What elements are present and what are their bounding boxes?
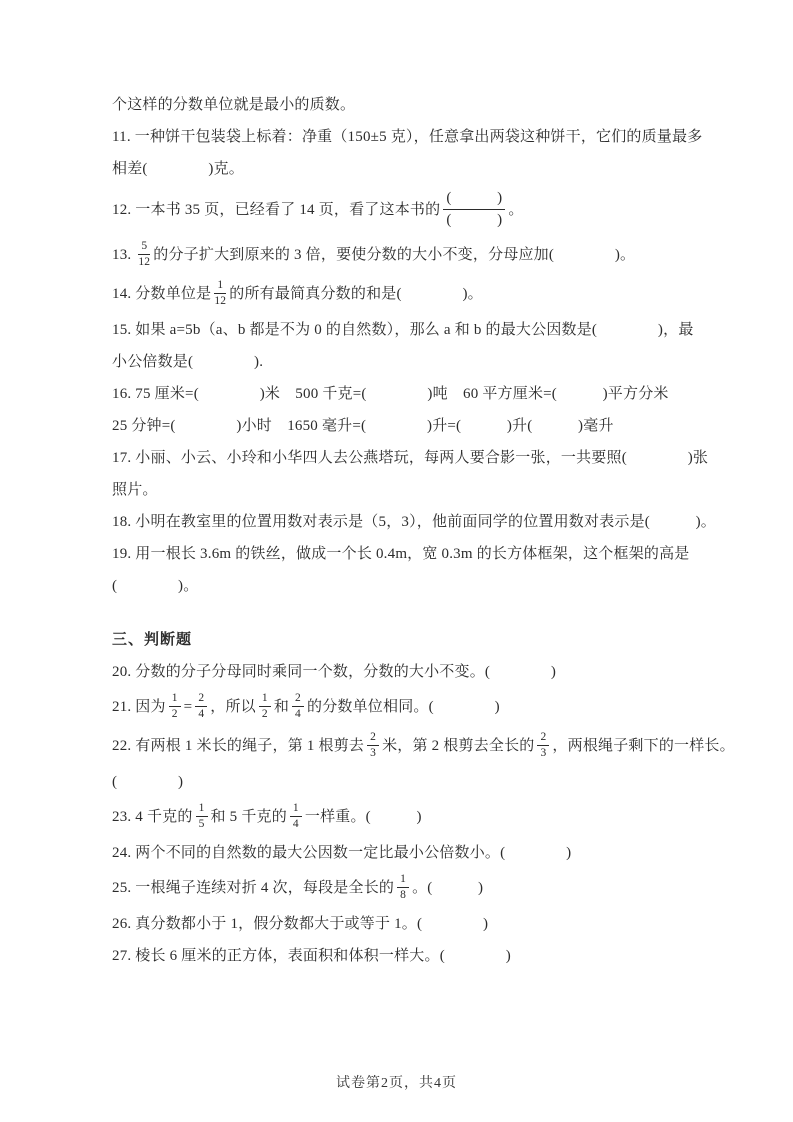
fraction-numerator: 5: [138, 240, 150, 255]
fraction-denominator: ( ): [446, 212, 503, 228]
fraction: [397, 873, 409, 902]
text-run: 23. 4 千克的: [112, 808, 193, 825]
text-line: [112, 511, 752, 533]
text-run: 25. 一根绳子连续对折 4 次，每段是全长的: [112, 879, 395, 896]
text-line: [112, 575, 752, 597]
fraction-denominator: 4: [292, 818, 299, 830]
text-run: 照片。: [112, 482, 158, 498]
text-run: 16. 75 厘米=( )米 500 千克=( )吨 60 平方厘米=( )平方分米: [112, 386, 669, 402]
text-run: 20. 分数的分子分母同时乘同一个数，分数的大小不变。( ): [112, 664, 557, 680]
text-line: [112, 771, 752, 793]
text-run: 一样重。( ): [304, 808, 422, 825]
text-line: [112, 383, 752, 405]
fraction-numerator: 1: [259, 692, 271, 707]
text-run: 三、判断题: [112, 632, 193, 648]
text-run: 27. 棱长 6 厘米的正方体，表面积和体积一样大。( ): [112, 948, 511, 964]
text-line: [112, 732, 752, 761]
fraction-denominator: 5: [198, 818, 205, 830]
fraction-numerator: 2: [367, 731, 379, 746]
document-body: [112, 94, 752, 977]
fraction: [443, 189, 505, 230]
text-run: 17. 小丽、小云、小玲和小华四人去公燕塔玩，每两人要合影一张，一共要照( )张: [112, 450, 709, 466]
text-run: 22. 有两根 1 米长的绳子，第 1 根剪去: [112, 737, 365, 754]
text-line: [112, 280, 752, 309]
fraction-denominator: 12: [138, 256, 151, 268]
text-line: [112, 803, 752, 832]
fraction: [138, 240, 150, 269]
fraction: [196, 802, 208, 831]
text-line: [112, 241, 752, 270]
fraction-denominator: 8: [400, 889, 407, 901]
text-line: [112, 842, 752, 864]
fraction-denominator: 3: [370, 747, 377, 759]
fraction: [290, 802, 302, 831]
text-run: 的分数单位相同。( ): [307, 698, 500, 715]
text-line: [112, 158, 752, 180]
text-run: 19. 用一根长 3.6m 的铁丝，做成一个长 0.4m，宽 0.3m 的长方体框架，这个框架的高是: [112, 546, 690, 562]
fraction-denominator: 4: [295, 708, 301, 720]
fraction-numerator: 1: [196, 802, 208, 817]
fraction-denominator: 3: [540, 747, 547, 759]
fraction-numerator: 2: [537, 731, 549, 746]
fraction: [537, 731, 549, 760]
text-line: [112, 126, 752, 148]
fraction: [214, 279, 226, 308]
fraction: [292, 692, 304, 721]
fraction-numerator: 1: [214, 279, 226, 294]
text-run: 21. 因为: [112, 698, 166, 715]
text-run: 个这样的分数单位就是最小的质数。: [112, 97, 356, 113]
fraction: [169, 692, 181, 721]
text-line: [112, 661, 752, 683]
text-line: [112, 415, 752, 437]
fraction-numerator: 2: [292, 692, 304, 707]
text-run: 11. 一种饼干包装袋上标着：净重（150±5 克），任意拿出两袋这种饼干，它们的质量最多: [112, 129, 703, 145]
text-run: 25 分钟=( )小时 1650 毫升=( )升=( )升( )毫升: [112, 418, 614, 434]
text-run: 14. 分数单位是: [112, 285, 212, 302]
text-line: [112, 94, 752, 116]
text-run: ，所以: [210, 698, 256, 715]
text-line: [112, 479, 752, 501]
fraction-numerator: 1: [290, 802, 302, 817]
text-run: 米，第 2 根剪去全长的: [382, 737, 535, 754]
text-run: 18. 小明在教室里的位置用数对表示是（5，3），他前面同学的位置用数对表示是( )。: [112, 514, 716, 530]
text-line: [112, 874, 752, 903]
text-run: 和: [273, 698, 290, 715]
text-run: 。( ): [412, 879, 484, 896]
fraction-denominator: 12: [214, 295, 227, 307]
fraction-numerator: 1: [169, 692, 181, 707]
fraction: [259, 692, 271, 721]
text-run: 和 5 千克的: [210, 808, 287, 825]
text-run: 相差( )克。: [112, 161, 244, 177]
text-run: ( )。: [112, 578, 199, 594]
text-line: [112, 945, 752, 967]
text-run: 小公倍数是( ).: [112, 354, 264, 370]
text-line: [112, 319, 752, 341]
fraction-denominator: 2: [171, 708, 178, 720]
text-run: 15. 如果 a=5b（a、b 都是不为 0 的自然数），那么 a 和 b 的最大公因数是( )，最: [112, 322, 694, 338]
text-run: 24. 两个不同的自然数的最大公因数一定比最小公倍数小。( ): [112, 845, 572, 861]
text-run: 的分子扩大到原来的 3 倍，要使分数的大小不变，分母应加( )。: [153, 246, 636, 263]
text-run: ，两根绳子剩下的一样长。: [552, 737, 735, 754]
text-line: [112, 447, 752, 469]
text-line: [112, 913, 752, 935]
text-run: 12. 一本书 35 页，已经看了 14 页，看了这本书的: [112, 201, 441, 218]
text-line: [112, 351, 752, 373]
fraction-numerator: 1: [397, 873, 409, 888]
fraction-denominator: 2: [261, 708, 268, 720]
text-run: 的所有最简真分数的和是( )。: [229, 285, 483, 302]
section-header: [112, 629, 752, 651]
text-line: [112, 543, 752, 565]
fraction: [195, 692, 207, 721]
fraction-numerator: ( ): [443, 189, 505, 210]
text-run: ( ): [112, 774, 184, 790]
page-footer: 试卷第2页，共4页: [336, 1076, 457, 1091]
text-run: 26. 真分数都小于 1，假分数都大于或等于 1。( ): [112, 916, 489, 932]
fraction-denominator: 4: [198, 708, 205, 720]
fraction-numerator: 2: [195, 692, 207, 707]
text-run: 13.: [112, 246, 136, 263]
fraction: [367, 731, 379, 760]
text-run: 。: [508, 201, 524, 218]
text-run: =: [183, 698, 193, 715]
text-line: [112, 190, 752, 231]
text-line: [112, 693, 752, 722]
